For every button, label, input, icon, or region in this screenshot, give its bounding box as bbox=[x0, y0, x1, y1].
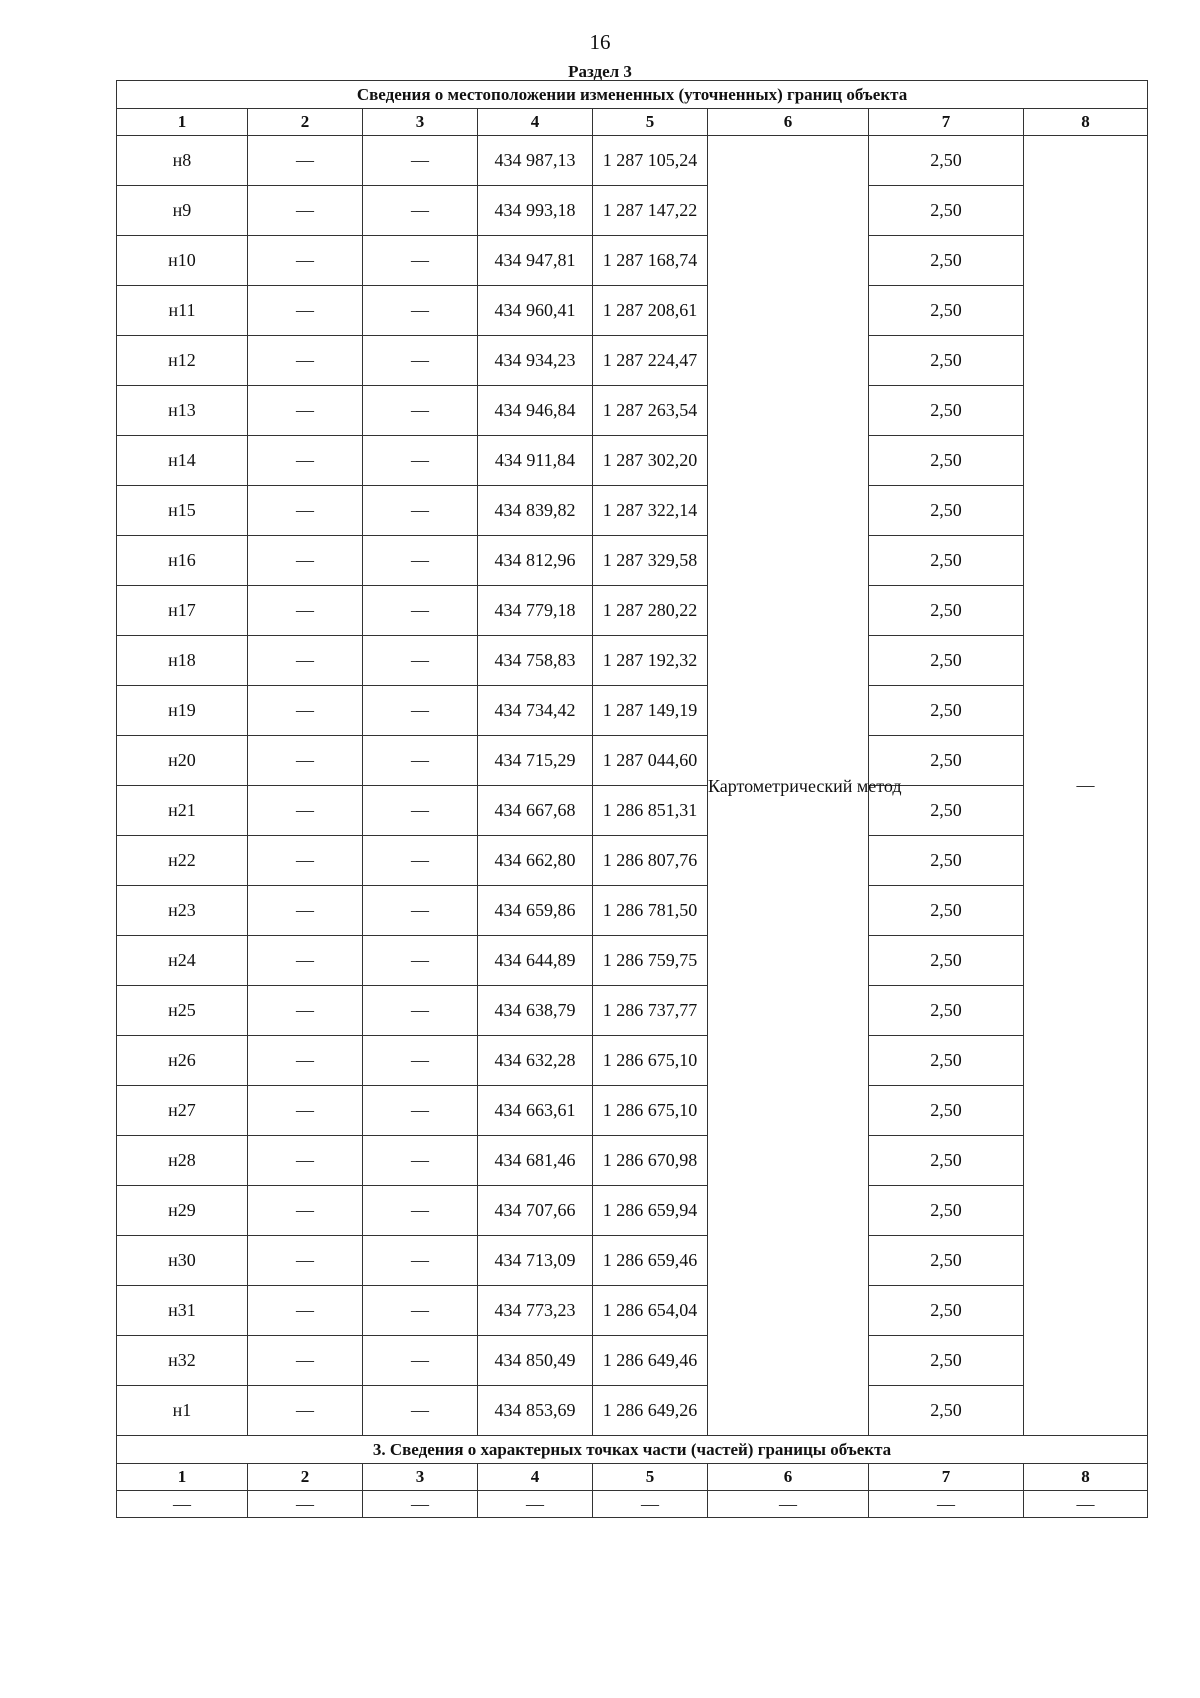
coordinate-y: 1 287 263,54 bbox=[593, 386, 708, 436]
coordinate-x: 434 659,86 bbox=[478, 886, 593, 936]
cell-dash: — bbox=[363, 186, 478, 236]
cell-dash: — bbox=[363, 386, 478, 436]
cell-dash: — bbox=[248, 386, 363, 436]
coordinate-x: 434 853,69 bbox=[478, 1386, 593, 1436]
point-name: н22 bbox=[117, 836, 248, 886]
table-row bbox=[117, 186, 1148, 236]
point-name: н9 bbox=[117, 186, 248, 236]
cell-dash: — bbox=[593, 1491, 708, 1518]
coordinate-y: 1 287 105,24 bbox=[593, 136, 708, 186]
cell-dash: — bbox=[363, 936, 478, 986]
table-row bbox=[117, 736, 1148, 786]
cell-dash: — bbox=[363, 236, 478, 286]
point-name: н26 bbox=[117, 1036, 248, 1086]
cell-dash: — bbox=[363, 786, 478, 836]
cell-dash: — bbox=[363, 136, 478, 186]
accuracy-value: 2,50 bbox=[869, 636, 1024, 686]
table-row bbox=[117, 336, 1148, 386]
cell-dash: — bbox=[363, 1286, 478, 1336]
accuracy-value: 2,50 bbox=[869, 886, 1024, 936]
column-number: 7 bbox=[869, 109, 1024, 136]
coordinate-y: 1 286 675,10 bbox=[593, 1036, 708, 1086]
cell-dash: — bbox=[248, 786, 363, 836]
point-name: н21 bbox=[117, 786, 248, 836]
table-caption-row bbox=[117, 81, 1148, 109]
coordinate-y: 1 287 322,14 bbox=[593, 486, 708, 536]
cell-dash: — bbox=[248, 986, 363, 1036]
point-name: н28 bbox=[117, 1136, 248, 1186]
table-row bbox=[117, 286, 1148, 336]
cell-dash: — bbox=[363, 1386, 478, 1436]
table-row bbox=[117, 686, 1148, 736]
table-row bbox=[117, 1286, 1148, 1336]
table-row bbox=[117, 236, 1148, 286]
column-number: 5 bbox=[593, 1464, 708, 1491]
cell-dash: — bbox=[1024, 1491, 1148, 1518]
accuracy-value: 2,50 bbox=[869, 1236, 1024, 1286]
accuracy-value: 2,50 bbox=[869, 586, 1024, 636]
table-row bbox=[117, 886, 1148, 936]
accuracy-value: 2,50 bbox=[869, 486, 1024, 536]
table-row bbox=[117, 836, 1148, 886]
coordinate-x: 434 773,23 bbox=[478, 1286, 593, 1336]
point-name: н24 bbox=[117, 936, 248, 986]
accuracy-value: 2,50 bbox=[869, 186, 1024, 236]
cell-dash: — bbox=[248, 1086, 363, 1136]
column-number: 4 bbox=[478, 1464, 593, 1491]
cell-dash: — bbox=[248, 436, 363, 486]
coordinate-y: 1 287 208,61 bbox=[593, 286, 708, 336]
accuracy-value: 2,50 bbox=[869, 736, 1024, 786]
point-name: н29 bbox=[117, 1186, 248, 1236]
coordinate-x: 434 638,79 bbox=[478, 986, 593, 1036]
coordinate-y: 1 287 192,32 bbox=[593, 636, 708, 686]
coordinate-x: 434 911,84 bbox=[478, 436, 593, 486]
cell-dash: — bbox=[248, 736, 363, 786]
table-row bbox=[117, 1136, 1148, 1186]
coordinate-x: 434 713,09 bbox=[478, 1236, 593, 1286]
coordinate-x: 434 734,42 bbox=[478, 686, 593, 736]
part-column-number-row bbox=[117, 1464, 1148, 1491]
table-row bbox=[117, 1236, 1148, 1286]
column-number: 4 bbox=[478, 109, 593, 136]
cell-dash: — bbox=[248, 186, 363, 236]
point-name: н13 bbox=[117, 386, 248, 436]
accuracy-value: 2,50 bbox=[869, 1286, 1024, 1336]
cell-dash: — bbox=[248, 136, 363, 186]
column-number: 3 bbox=[363, 109, 478, 136]
cell-dash: — bbox=[708, 1491, 869, 1518]
cell-dash: — bbox=[478, 1491, 593, 1518]
cell-dash: — bbox=[248, 1491, 363, 1518]
section-title: Раздел 3 bbox=[568, 62, 632, 81]
cell-dash: — bbox=[248, 886, 363, 936]
cell-dash: — bbox=[248, 936, 363, 986]
coordinate-x: 434 715,29 bbox=[478, 736, 593, 786]
coordinate-x: 434 632,28 bbox=[478, 1036, 593, 1086]
coordinate-x: 434 681,46 bbox=[478, 1136, 593, 1186]
point-name: н11 bbox=[117, 286, 248, 336]
coordinate-x: 434 850,49 bbox=[478, 1336, 593, 1386]
cell-dash: — bbox=[248, 236, 363, 286]
table-row bbox=[117, 536, 1148, 586]
point-name: н25 bbox=[117, 986, 248, 1036]
coordinate-y: 1 287 147,22 bbox=[593, 186, 708, 236]
cell-dash: — bbox=[248, 1236, 363, 1286]
coordinate-x: 434 987,13 bbox=[478, 136, 593, 186]
cell-dash: — bbox=[363, 836, 478, 886]
coordinate-y: 1 286 649,26 bbox=[593, 1386, 708, 1436]
column-number: 1 bbox=[117, 109, 248, 136]
cell-dash: — bbox=[248, 1186, 363, 1236]
cell-dash: — bbox=[248, 1136, 363, 1186]
accuracy-value: 2,50 bbox=[869, 1386, 1024, 1436]
coordinate-x: 434 662,80 bbox=[478, 836, 593, 886]
boundary-table bbox=[116, 80, 1148, 1518]
cell-dash: — bbox=[363, 886, 478, 936]
table-row bbox=[117, 1186, 1148, 1236]
coordinate-x: 434 946,84 bbox=[478, 386, 593, 436]
coordinate-y: 1 287 044,60 bbox=[593, 736, 708, 786]
point-name: н14 bbox=[117, 436, 248, 486]
coordinate-y: 1 286 670,98 bbox=[593, 1136, 708, 1186]
accuracy-value: 2,50 bbox=[869, 1336, 1024, 1386]
coordinate-y: 1 286 759,75 bbox=[593, 936, 708, 986]
accuracy-value: 2,50 bbox=[869, 436, 1024, 486]
coordinate-x: 434 960,41 bbox=[478, 286, 593, 336]
point-name: н31 bbox=[117, 1286, 248, 1336]
point-name: н16 bbox=[117, 536, 248, 586]
point-name: н18 bbox=[117, 636, 248, 686]
accuracy-value: 2,50 bbox=[869, 386, 1024, 436]
coordinate-y: 1 286 737,77 bbox=[593, 986, 708, 1036]
page-number: 16 bbox=[589, 30, 611, 54]
part-empty-row bbox=[117, 1491, 1148, 1518]
accuracy-value: 2,50 bbox=[869, 936, 1024, 986]
cell-dash: — bbox=[363, 686, 478, 736]
coordinate-x: 434 707,66 bbox=[478, 1186, 593, 1236]
coordinate-y: 1 286 654,04 bbox=[593, 1286, 708, 1336]
cell-dash: — bbox=[248, 486, 363, 536]
cell-dash: — bbox=[363, 1186, 478, 1236]
table-row bbox=[117, 786, 1148, 836]
cell-dash: — bbox=[363, 486, 478, 536]
point-name: н23 bbox=[117, 886, 248, 936]
table-row bbox=[117, 1086, 1148, 1136]
cell-dash: — bbox=[248, 1286, 363, 1336]
column-number: 7 bbox=[869, 1464, 1024, 1491]
point-name: н15 bbox=[117, 486, 248, 536]
cell-dash: — bbox=[363, 1086, 478, 1136]
table-row bbox=[117, 936, 1148, 986]
cell-dash: — bbox=[248, 336, 363, 386]
cell-dash: — bbox=[248, 286, 363, 336]
coordinate-y: 1 287 302,20 bbox=[593, 436, 708, 486]
accuracy-value: 2,50 bbox=[869, 986, 1024, 1036]
cell-dash: — bbox=[363, 1491, 478, 1518]
accuracy-value: 2,50 bbox=[869, 236, 1024, 286]
column-number: 8 bbox=[1024, 1464, 1148, 1491]
coordinate-y: 1 286 649,46 bbox=[593, 1336, 708, 1386]
coordinate-x: 434 812,96 bbox=[478, 536, 593, 586]
coordinate-y: 1 287 149,19 bbox=[593, 686, 708, 736]
cell-dash: — bbox=[363, 536, 478, 586]
table-row bbox=[117, 436, 1148, 486]
column-number: 2 bbox=[248, 109, 363, 136]
coordinate-y: 1 287 224,47 bbox=[593, 336, 708, 386]
point-name: н20 bbox=[117, 736, 248, 786]
cell-dash: — bbox=[248, 536, 363, 586]
cell-dash: — bbox=[363, 436, 478, 486]
point-name: н19 bbox=[117, 686, 248, 736]
cell-dash: — bbox=[363, 586, 478, 636]
coordinate-y: 1 287 329,58 bbox=[593, 536, 708, 586]
table-caption: Сведения о местоположении измененных (уточненных) границ объекта bbox=[117, 81, 1148, 109]
column-number: 5 bbox=[593, 109, 708, 136]
accuracy-value: 2,50 bbox=[869, 536, 1024, 586]
coordinate-x: 434 758,83 bbox=[478, 636, 593, 686]
coordinate-y: 1 286 807,76 bbox=[593, 836, 708, 886]
cell-dash: — bbox=[248, 586, 363, 636]
coordinate-y: 1 287 280,22 bbox=[593, 586, 708, 636]
coordinate-x: 434 667,68 bbox=[478, 786, 593, 836]
accuracy-value: 2,50 bbox=[869, 1186, 1024, 1236]
table-row bbox=[117, 136, 1148, 186]
column-number: 1 bbox=[117, 1464, 248, 1491]
coordinate-y: 1 286 781,50 bbox=[593, 886, 708, 936]
cell-dash: — bbox=[248, 1386, 363, 1436]
cell-dash: — bbox=[248, 1336, 363, 1386]
column-number: 6 bbox=[708, 1464, 869, 1491]
coordinate-y: 1 286 851,31 bbox=[593, 786, 708, 836]
table-row bbox=[117, 636, 1148, 686]
point-name: н1 bbox=[117, 1386, 248, 1436]
coordinate-x: 434 934,23 bbox=[478, 336, 593, 386]
coordinate-x: 434 993,18 bbox=[478, 186, 593, 236]
cell-dash: — bbox=[363, 336, 478, 386]
cell-dash: — bbox=[248, 836, 363, 886]
table-row bbox=[117, 1336, 1148, 1386]
column-number: 2 bbox=[248, 1464, 363, 1491]
table-row bbox=[117, 486, 1148, 536]
accuracy-value: 2,50 bbox=[869, 1086, 1024, 1136]
cell-dash: — bbox=[363, 286, 478, 336]
coordinate-y: 1 287 168,74 bbox=[593, 236, 708, 286]
point-name: н30 bbox=[117, 1236, 248, 1286]
part-section-caption-row bbox=[117, 1436, 1148, 1464]
accuracy-value: 2,50 bbox=[869, 1136, 1024, 1186]
column-number: 8 bbox=[1024, 109, 1148, 136]
table-row bbox=[117, 586, 1148, 636]
cell-dash: — bbox=[869, 1491, 1024, 1518]
table-row bbox=[117, 1386, 1148, 1436]
point-name: н17 bbox=[117, 586, 248, 636]
table-row bbox=[117, 986, 1148, 1036]
cell-dash: — bbox=[363, 1136, 478, 1186]
point-name: н10 bbox=[117, 236, 248, 286]
accuracy-value: 2,50 bbox=[869, 1036, 1024, 1086]
cell-dash: — bbox=[117, 1491, 248, 1518]
coordinate-x: 434 779,18 bbox=[478, 586, 593, 636]
cell-dash: — bbox=[363, 636, 478, 686]
cell-dash: — bbox=[363, 1236, 478, 1286]
accuracy-value: 2,50 bbox=[869, 836, 1024, 886]
column-number: 6 bbox=[708, 109, 869, 136]
coordinate-y: 1 286 659,46 bbox=[593, 1236, 708, 1286]
table-row bbox=[117, 1036, 1148, 1086]
point-name: н12 bbox=[117, 336, 248, 386]
coordinate-x: 434 947,81 bbox=[478, 236, 593, 286]
column-number-row bbox=[117, 109, 1148, 136]
point-name: н8 bbox=[117, 136, 248, 186]
coordinate-x: 434 644,89 bbox=[478, 936, 593, 986]
coordinate-x: 434 663,61 bbox=[478, 1086, 593, 1136]
column-number: 3 bbox=[363, 1464, 478, 1491]
description-cell: — bbox=[1024, 136, 1148, 1436]
accuracy-value: 2,50 bbox=[869, 336, 1024, 386]
cell-dash: — bbox=[248, 636, 363, 686]
coordinate-x: 434 839,82 bbox=[478, 486, 593, 536]
cell-dash: — bbox=[248, 1036, 363, 1086]
part-section-caption: 3. Сведения о характерных точках части (частей) границы объекта bbox=[117, 1436, 1148, 1464]
point-name: н27 bbox=[117, 1086, 248, 1136]
cell-dash: — bbox=[248, 686, 363, 736]
accuracy-value: 2,50 bbox=[869, 136, 1024, 186]
method-cell: Картометрический метод bbox=[708, 136, 869, 1436]
point-name: н32 bbox=[117, 1336, 248, 1386]
accuracy-value: 2,50 bbox=[869, 286, 1024, 336]
table-row bbox=[117, 386, 1148, 436]
cell-dash: — bbox=[363, 1336, 478, 1386]
coordinate-y: 1 286 659,94 bbox=[593, 1186, 708, 1236]
cell-dash: — bbox=[363, 1036, 478, 1086]
cell-dash: — bbox=[363, 986, 478, 1036]
coordinate-y: 1 286 675,10 bbox=[593, 1086, 708, 1136]
accuracy-value: 2,50 bbox=[869, 686, 1024, 736]
cell-dash: — bbox=[363, 736, 478, 786]
accuracy-value: 2,50 bbox=[869, 786, 1024, 836]
